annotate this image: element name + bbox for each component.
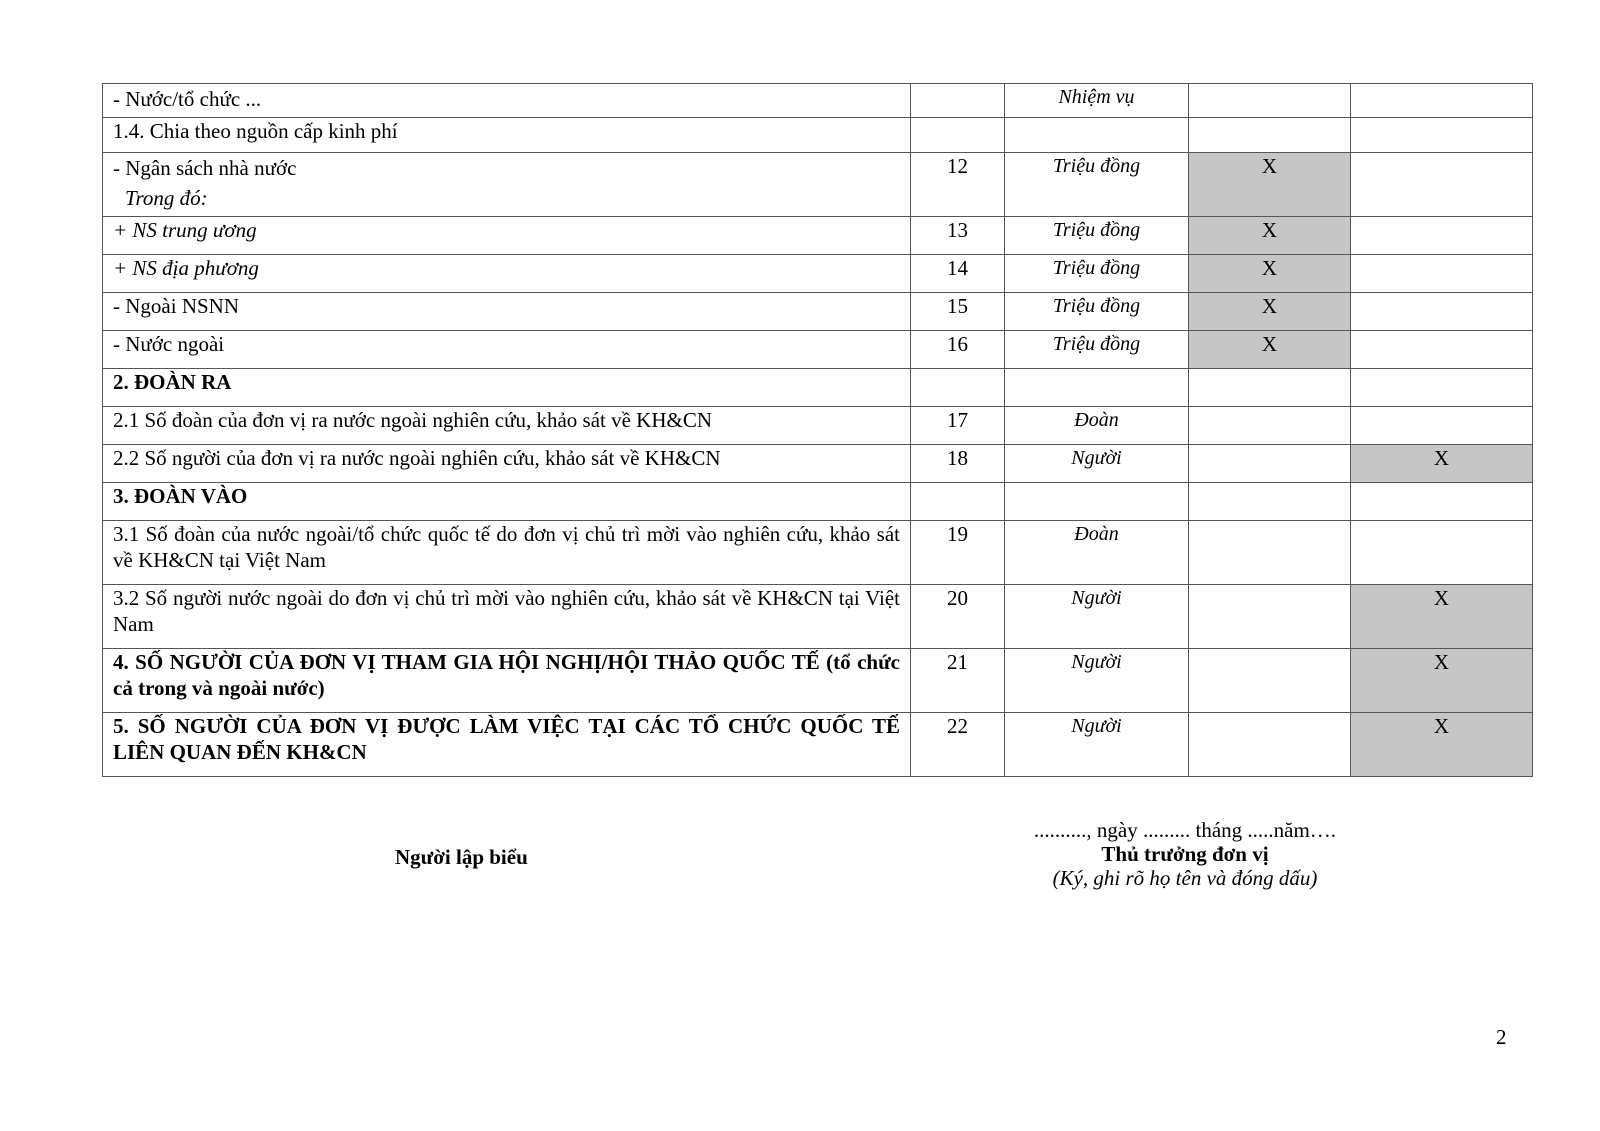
row-code: 19	[911, 521, 1005, 585]
row-col5	[1351, 84, 1533, 118]
row-description: 2.1 Số đoàn của đơn vị ra nước ngoài nghiên cứu, khảo sát về KH&CN	[103, 407, 911, 445]
row-unit: Đoàn	[1005, 521, 1189, 585]
row-code: 17	[911, 407, 1005, 445]
row-code: 22	[911, 713, 1005, 777]
table-row	[103, 84, 1533, 118]
table-row	[103, 293, 1533, 331]
row-unit: Triệu đồng	[1005, 255, 1189, 293]
table-row	[103, 483, 1533, 521]
row-col4: X	[1189, 255, 1351, 293]
row-col4	[1189, 483, 1351, 521]
row-col5	[1351, 217, 1533, 255]
row-unit: Người	[1005, 713, 1189, 777]
row-unit	[1005, 118, 1189, 153]
row-code: 20	[911, 585, 1005, 649]
row-col5	[1351, 118, 1533, 153]
row-col4: X	[1189, 153, 1351, 217]
row-code: 13	[911, 217, 1005, 255]
row-col4	[1189, 585, 1351, 649]
row-col4	[1189, 713, 1351, 777]
row-code: 12	[911, 153, 1005, 217]
row-unit: Đoàn	[1005, 407, 1189, 445]
table-row	[103, 445, 1533, 483]
row-col4: X	[1189, 217, 1351, 255]
table-row	[103, 407, 1533, 445]
row-code	[911, 483, 1005, 521]
row-col4	[1189, 407, 1351, 445]
row-unit	[1005, 369, 1189, 407]
table-row	[103, 585, 1533, 649]
table-row	[103, 369, 1533, 407]
row-col5	[1351, 331, 1533, 369]
row-col5	[1351, 369, 1533, 407]
row-code	[911, 369, 1005, 407]
row-col5: X	[1351, 445, 1533, 483]
row-code: 21	[911, 649, 1005, 713]
row-description: 2.2 Số người của đơn vị ra nước ngoài nghiên cứu, khảo sát về KH&CN	[103, 445, 911, 483]
row-unit: Nhiệm vụ	[1005, 84, 1189, 118]
page-number: 2	[1496, 1025, 1507, 1049]
row-unit: Người	[1005, 445, 1189, 483]
table-row	[103, 255, 1533, 293]
row-description: - Ngoài NSNN	[103, 293, 911, 331]
row-col4	[1189, 369, 1351, 407]
row-description: 2. ĐOÀN RA	[103, 369, 911, 407]
table-row	[103, 217, 1533, 255]
row-unit: Triệu đồng	[1005, 217, 1189, 255]
head-note: (Ký, ghi rõ họ tên và đóng dấu)	[1052, 866, 1318, 890]
row-description: 5. SỐ NGƯỜI CỦA ĐƠN VỊ ĐƯỢC LÀM VIỆC TẠI CÁC TỔ CHỨC QUỐC TẾ LIÊN QUAN ĐẾN KH&CN	[103, 713, 911, 777]
row-col4	[1189, 445, 1351, 483]
row-code: 15	[911, 293, 1005, 331]
table-row	[103, 713, 1533, 777]
row-description: 3.2 Số người nước ngoài do đơn vị chủ trì mời vào nghiên cứu, khảo sát về KH&CN tại Việt Nam	[103, 585, 911, 649]
row-description: + NS trung ương	[103, 217, 911, 255]
table-row	[103, 521, 1533, 585]
row-unit: Triệu đồng	[1005, 293, 1189, 331]
row-description: 4. SỐ NGƯỜI CỦA ĐƠN VỊ THAM GIA HỘI NGHỊ/HỘI THẢO QUỐC TẾ (tổ chức cả trong và ngoài nước)	[103, 649, 911, 713]
row-col5: X	[1351, 713, 1533, 777]
row-col5	[1351, 255, 1533, 293]
row-col4: X	[1189, 331, 1351, 369]
row-code	[911, 84, 1005, 118]
row-description-sub: Trong đó:	[125, 186, 208, 210]
row-col4	[1189, 649, 1351, 713]
row-description: 3.1 Số đoàn của nước ngoài/tổ chức quốc tế do đơn vị chủ trì mời vào nghiên cứu, khảo sát về KH&CN tại Việt Nam	[103, 521, 911, 585]
head-title: Thủ trưởng đơn vị	[1101, 842, 1269, 866]
row-code: 14	[911, 255, 1005, 293]
row-col4	[1189, 521, 1351, 585]
table-row	[103, 649, 1533, 713]
date-line: .........., ngày ......... tháng .....năm….	[1033, 818, 1337, 842]
row-description: - Nước/tổ chức ...	[103, 84, 911, 118]
row-code: 16	[911, 331, 1005, 369]
row-unit: Người	[1005, 649, 1189, 713]
report-table	[102, 83, 1533, 777]
row-unit: Triệu đồng	[1005, 153, 1189, 217]
row-description: + NS địa phương	[103, 255, 911, 293]
row-col4	[1189, 118, 1351, 153]
row-col5	[1351, 293, 1533, 331]
preparer-title: Người lập biểu	[395, 845, 528, 869]
row-col5	[1351, 153, 1533, 217]
row-description: 3. ĐOÀN VÀO	[103, 483, 911, 521]
row-col5	[1351, 521, 1533, 585]
row-unit: Người	[1005, 585, 1189, 649]
row-col4: X	[1189, 293, 1351, 331]
row-description	[103, 153, 911, 217]
row-col5: X	[1351, 649, 1533, 713]
row-unit	[1005, 483, 1189, 521]
table-row	[103, 331, 1533, 369]
table-row	[103, 153, 1533, 217]
row-col5	[1351, 483, 1533, 521]
row-unit: Triệu đồng	[1005, 331, 1189, 369]
row-description: - Nước ngoài	[103, 331, 911, 369]
row-col5	[1351, 407, 1533, 445]
row-code	[911, 118, 1005, 153]
row-description-main: - Ngân sách nhà nước	[113, 156, 297, 180]
row-col5: X	[1351, 585, 1533, 649]
row-col4	[1189, 84, 1351, 118]
table-row	[103, 118, 1533, 153]
head-signature-block	[1000, 818, 1370, 890]
row-description: 1.4. Chia theo nguồn cấp kinh phí	[103, 118, 911, 153]
row-code: 18	[911, 445, 1005, 483]
